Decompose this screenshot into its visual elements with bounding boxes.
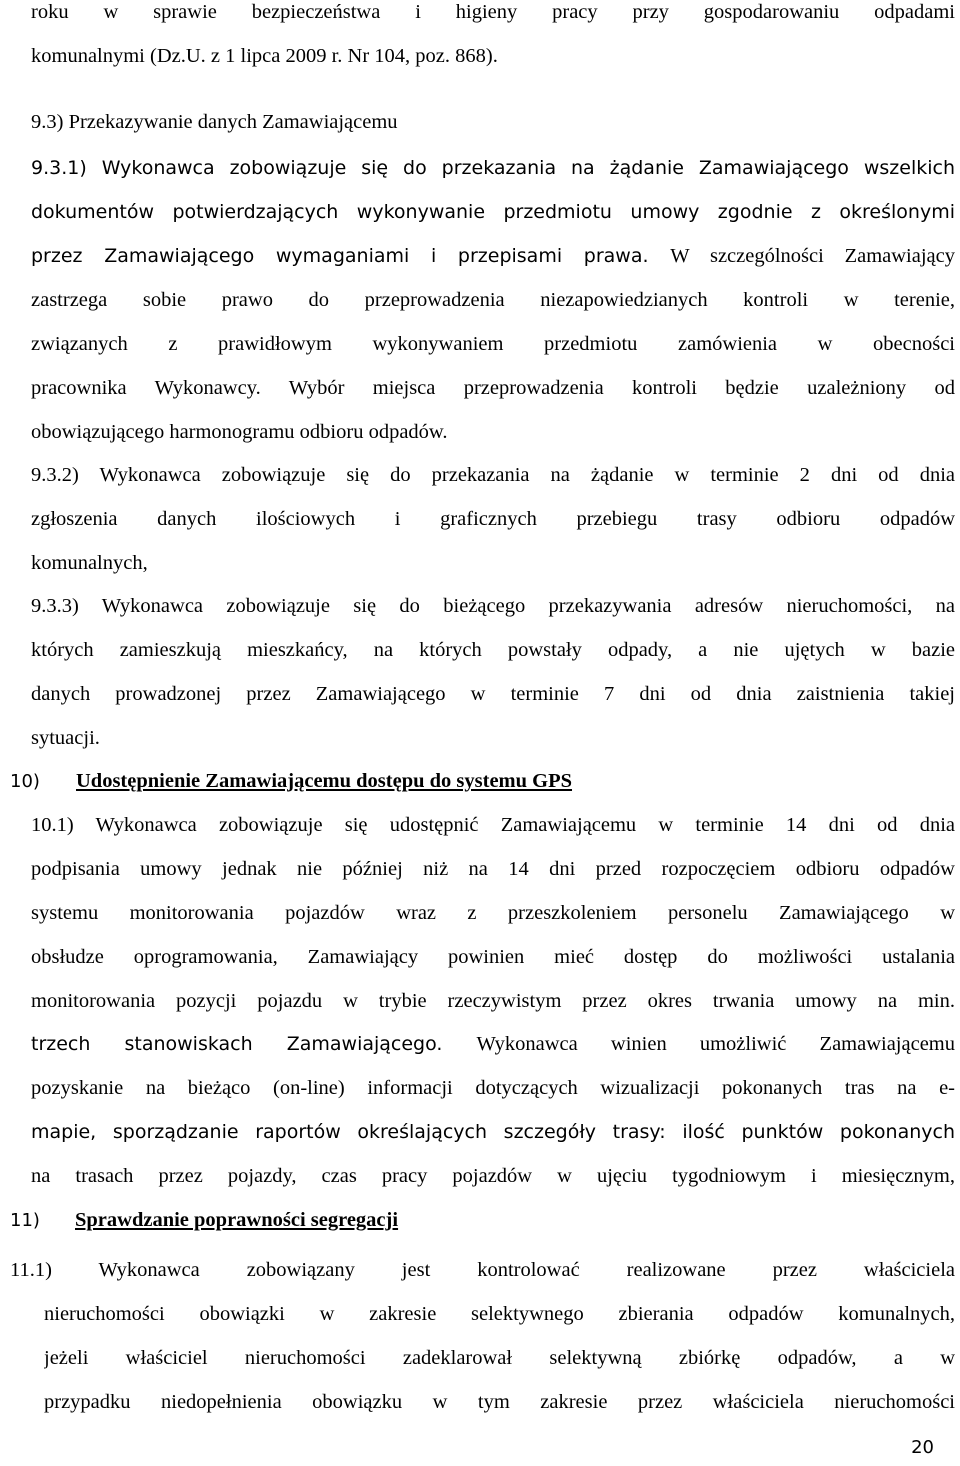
text-line: systemu monitorowania pojazdów wraz z przeszkoleniem personelu Zamawiającego w [31,902,955,924]
text-line: których zamieszkują mieszkańcy, na których powstały odpady, a nie ujętych w bazie [31,639,955,661]
text-line: zgłoszenia danych ilościowych i graficznych przebiegu trasy odbioru odpadów [31,508,955,530]
section-title: Udostępnienie Zamawiającemu dostępu do systemu GPS [76,770,573,792]
section-title: Sprawdzanie poprawności segregacji [75,1209,399,1231]
section-heading-10 [10,759,573,803]
page-number: 20 [911,1437,934,1458]
text-line: 9.3.2) Wykonawca zobowiązuje się do przekazania na żądanie w terminie 2 dni od dnia [31,464,955,486]
text-line: 10.1) Wykonawca zobowiązuje się udostępnić Zamawiającemu w terminie 14 dni od dnia [31,814,955,836]
section-number: 10) [10,771,40,792]
text-line [31,234,955,278]
text-line: na trasach przez pojazdy, czas pracy pojazdów w ujęciu tygodniowym i miesięcznym, [31,1165,955,1187]
text-line: danych prowadzonej przez Zamawiającego w terminie 7 dni od dnia zaistnienia takiej [31,683,955,705]
text-line: sytuacji. [31,727,100,749]
text-line: obsłudze oprogramowania, Zamawiający powinien mieć dostęp do możliwości ustalania [31,946,955,968]
text-line: dokumentów potwierdzających wykonywanie przedmiotu umowy zgodnie z określonymi [31,201,955,223]
text-line: przypadku niedopełnienia obowiązku w tym zakresie przez właściciela nieruchomości [44,1391,955,1413]
text-line: komunalnych, [31,552,148,574]
text-line: jeżeli właściciel nieruchomości zadeklarował selektywną zbiórkę odpadów, a w [44,1347,955,1369]
text-line: zastrzega sobie prawo do przeprowadzenia niezapowiedzianych kontroli w terenie, [31,289,955,311]
text-fragment: przez Zamawiającego wymaganiami i przepisami prawa. [31,245,649,267]
section-heading-11 [10,1198,399,1242]
text-line: podpisania umowy jednak nie później niż na 14 dni przed rozpoczęciem odbioru odpadów [31,858,955,880]
text-line [31,366,955,410]
section-subheading: 9.3) Przekazywanie danych Zamawiającemu [31,111,398,133]
text-line [31,1022,955,1066]
text-line: pozyskanie na bieżąco (on-line) informacji dotyczących wizualizacji pokonanych tras na e- [31,1077,955,1099]
text-line: monitorowania pozycji pojazdu w trybie rzeczywistym przez okres trwania umowy na min. [31,990,955,1012]
section-number: 11) [10,1210,40,1231]
text-line: 11.1) Wykonawca zobowiązany jest kontrolować realizowane przez właściciela [10,1259,955,1281]
text-fragment: Wybór miejsca przeprowadzenia kontroli będzie uzależniony od [288,377,955,399]
text-line: 9.3.3) Wykonawca zobowiązuje się do bieżącego przekazywania adresów nieruchomości, na [31,595,955,617]
text-line: mapie, sporządzanie raportów określających szczegóły trasy: ilość punktów pokonanych [31,1121,955,1143]
text-line: 9.3.1) Wykonawca zobowiązuje się do przekazania na żądanie Zamawiającego wszelkich [31,157,955,179]
text-line: związanych z prawidłowym wykonywaniem przedmiotu zamówienia w obecności [31,333,955,355]
text-fragment: pracownika Wykonawcy. [31,377,261,399]
text-fragment: trzech stanowiskach Zamawiającego. [31,1033,443,1055]
text-fragment: Wykonawca winien umożliwić Zamawiającemu [476,1033,955,1055]
text-line: obowiązującego harmonogramu odbioru odpadów. [31,421,448,443]
text-line: nieruchomości obowiązki w zakresie selektywnego zbierania odpadów komunalnych, [44,1303,955,1325]
text-fragment: W szczególności Zamawiający [670,245,955,267]
text-line: komunalnymi (Dz.U. z 1 lipca 2009 r. Nr 104, poz. 868). [31,45,498,67]
text-line: roku w sprawie bezpieczeństwa i higieny pracy przy gospodarowaniu odpadami [31,1,955,23]
